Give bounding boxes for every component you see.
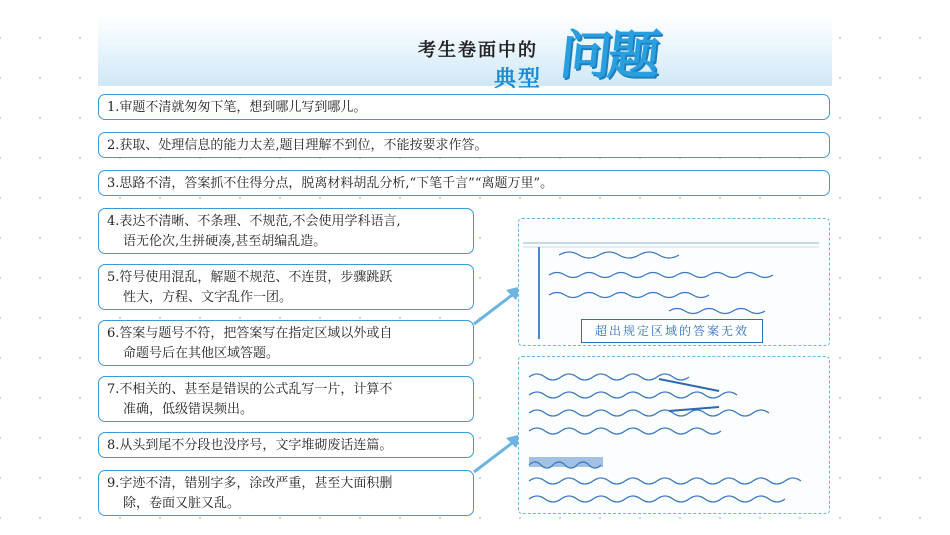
problem-text-cont: 除，卷面又脏又乱。 [123, 496, 241, 511]
problem-text: 4.表达不清晰、不条理、不规范,不会使用学科语言, [107, 214, 401, 229]
problem-text-cont: 命题号后在其他区域答题。 [123, 346, 280, 361]
problem-item-7 [98, 376, 474, 422]
problem-text: 2.获取、处理信息的能力太差,题目理解不到位，不能按要求作答。 [107, 138, 488, 153]
problem-text: 5.符号使用混乱，解题不规范、不连贯，步骤跳跃 [107, 270, 393, 285]
problem-item-1 [98, 94, 830, 120]
title-line2: 典型 [494, 67, 543, 92]
problem-item-3 [98, 170, 830, 196]
out-of-area-stamp: 超出规定区域的答案无效 [581, 319, 763, 343]
problem-text: 3.思路不清，答案抓不住得分点，脱离材料胡乱分析,“下笔千言”“离题万里”。 [107, 176, 554, 191]
problem-text-cont: 准确，低级错误频出。 [123, 402, 254, 417]
problem-item-8 [98, 432, 474, 458]
handwriting-scribble [519, 357, 829, 513]
problem-text: 1.审题不清就匆匆下笔，想到哪儿写到哪儿。 [107, 100, 367, 115]
problem-item-5 [98, 264, 474, 310]
problem-text-cont: 语无伦次,生拼硬凑,甚至胡编乱造。 [123, 234, 327, 249]
problem-item-6 [98, 320, 474, 366]
title-line1: 考生卷面中的 [418, 40, 538, 61]
problem-item-9 [98, 470, 474, 516]
sample-image-out-of-area [518, 218, 830, 346]
problem-text: 9.字迹不清，错别字多，涂改严重，甚至大面积删 [107, 476, 393, 491]
problem-text: 8.从头到尾不分段也没序号，文字堆砌废话连篇。 [107, 438, 393, 453]
sample-image-messy-writing [518, 356, 830, 514]
problem-item-2 [98, 132, 830, 158]
title-big: 问题 [556, 26, 660, 86]
problem-text: 7.不相关的、甚至是错误的公式乱写一片，计算不 [107, 382, 393, 397]
problem-text: 6.答案与题号不符，把答案写在指定区域以外或自 [107, 326, 393, 341]
problem-text-cont: 性大，方程、文字乱作一团。 [123, 290, 293, 305]
problem-item-4 [98, 208, 474, 254]
title-banner [98, 14, 832, 92]
